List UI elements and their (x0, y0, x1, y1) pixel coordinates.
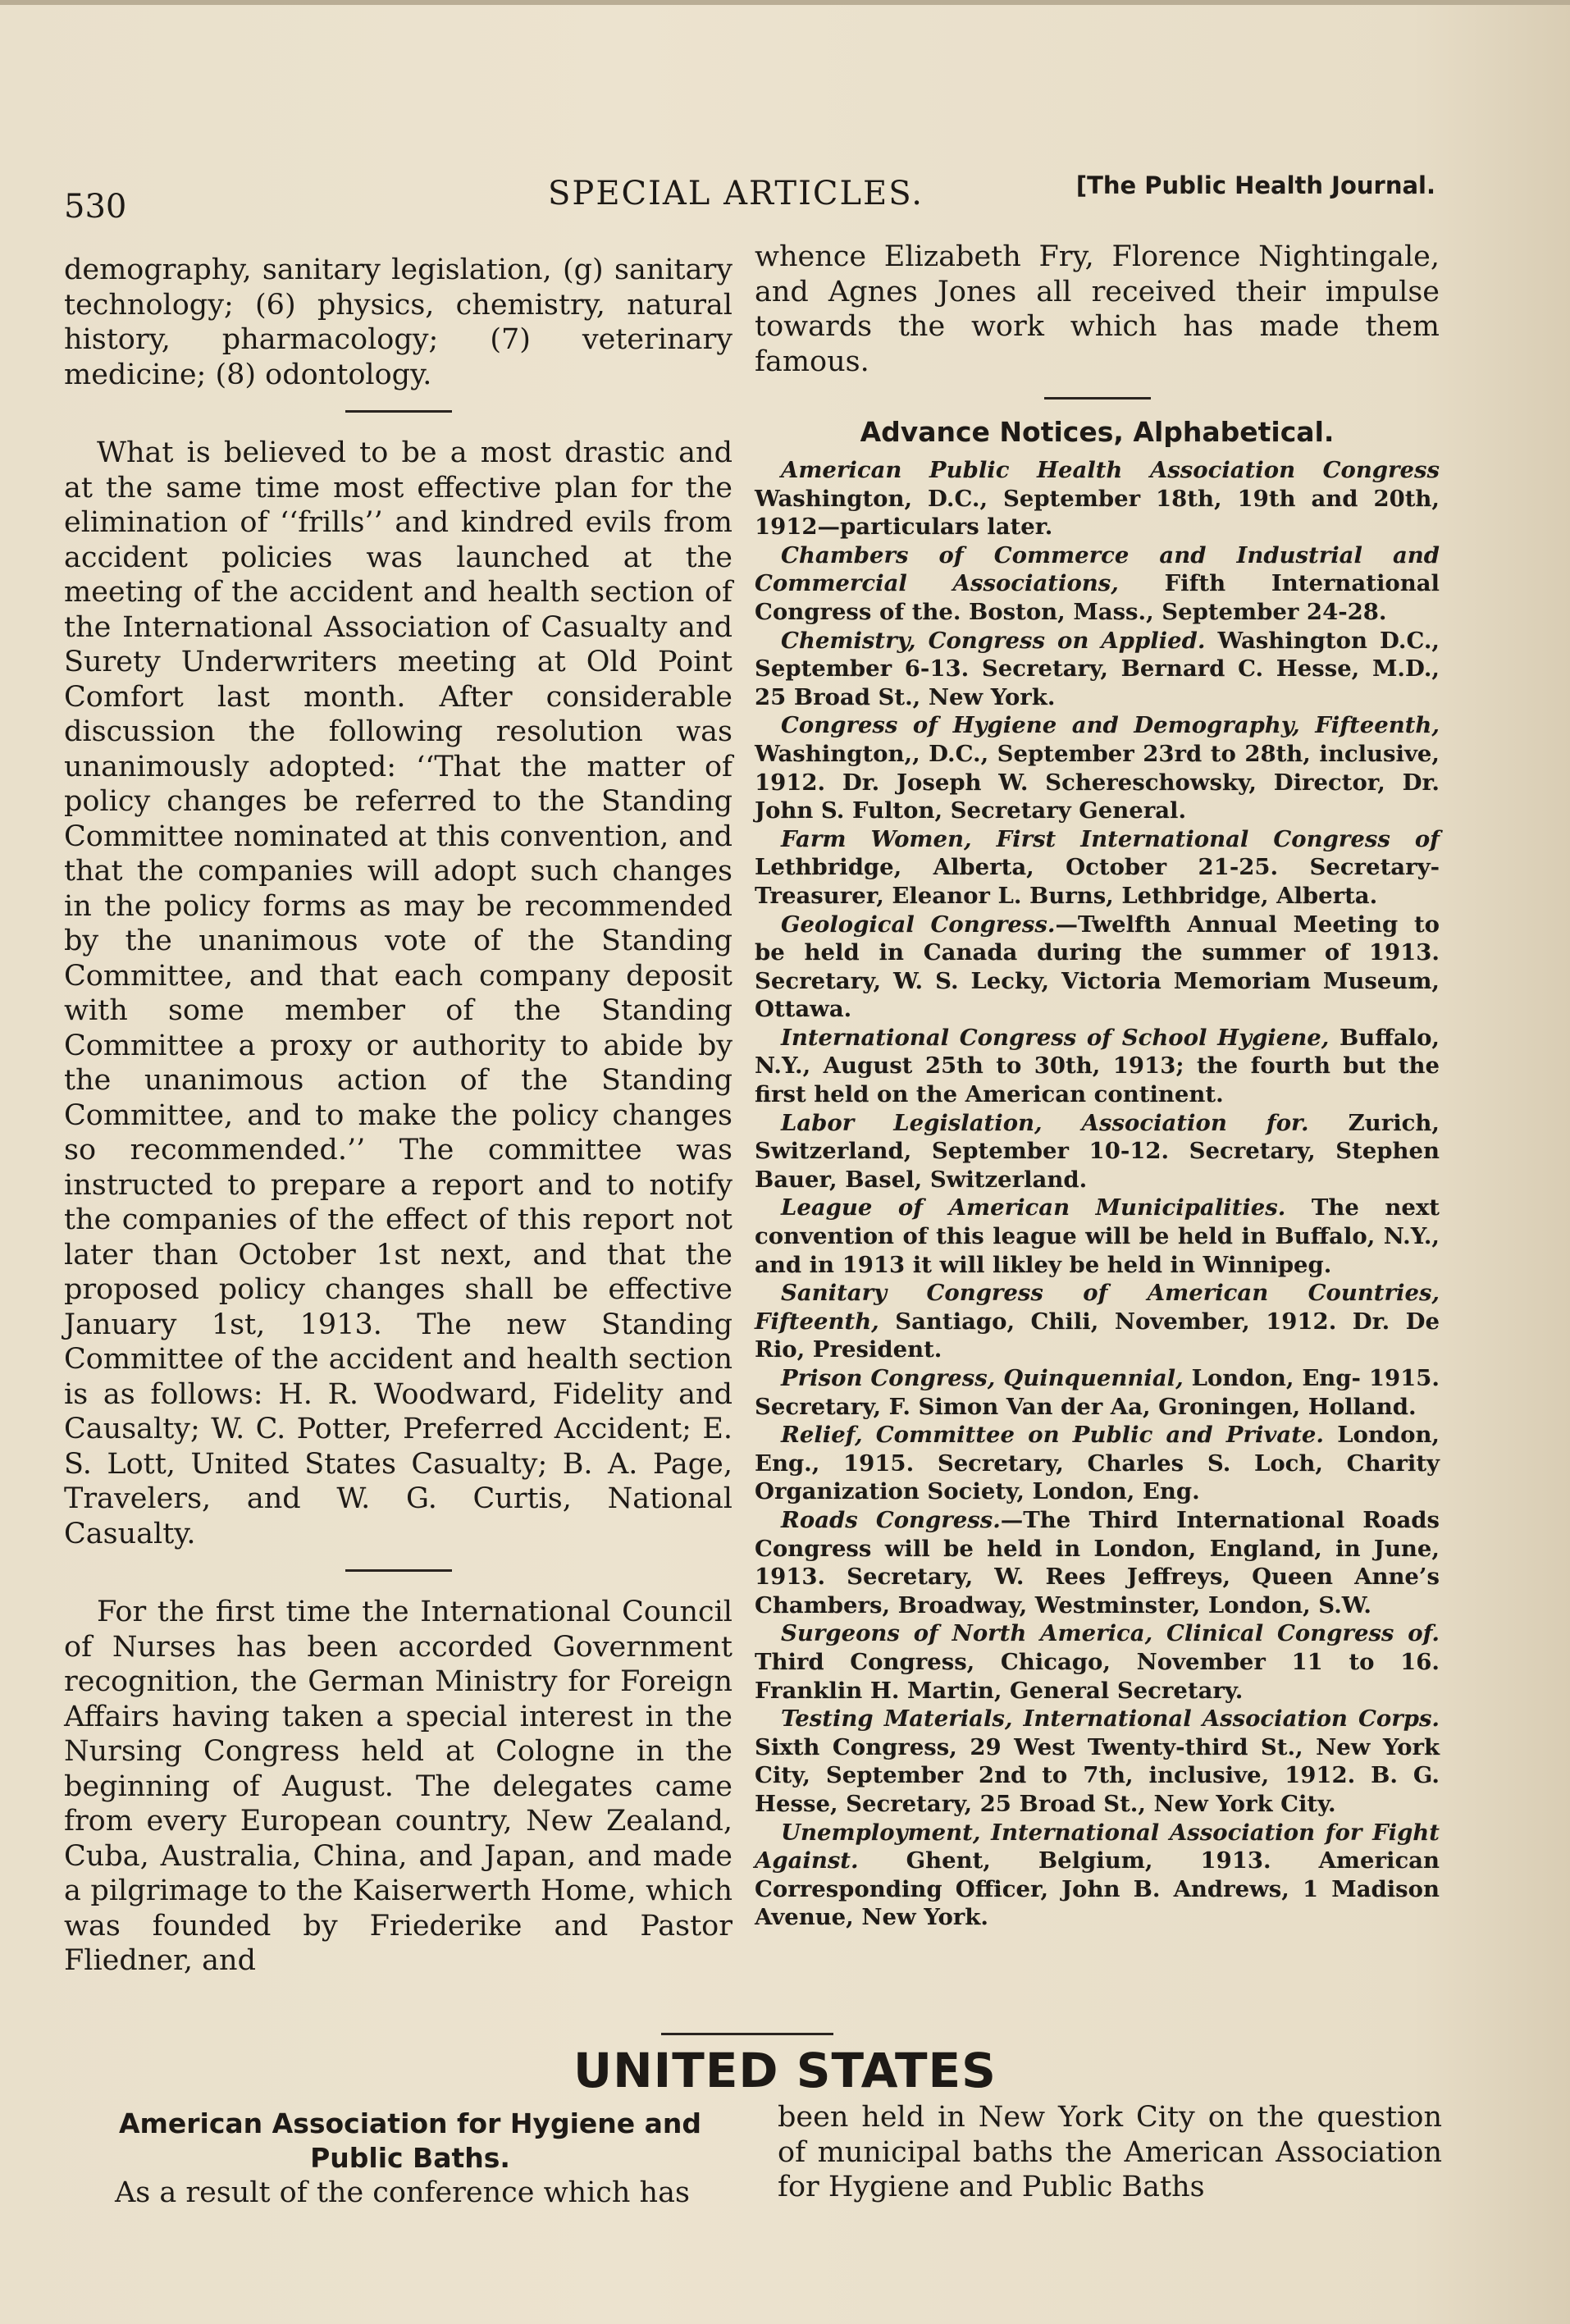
right-paragraph-1: whence Elizabeth Fry, Florence Nightingale, and Agnes Jones all received their impulse towards the work which has made them famous. (755, 240, 1440, 378)
left-paragraph-1: demography, sanitary legislation, (g) sanitary technology; (6) physics, chemistry, natural history, pharmacology; (7) veterinary medicine; (8) odontology. (64, 253, 733, 391)
page-number: 530 (64, 188, 127, 226)
notice-name: Geological Congress. (781, 911, 1056, 938)
left-paragraph-2: What is believed to be a most drastic and at the same time most effective plan for the elimination of ‘‘frills’’ and kindred evils from accident policies was launched at the meeting of the accident and health section of the International Association of Casualty and Surety Underwriters meeting at Old Point Comfort last month. After considerable discussion the following resolution was unanimously adopted: ‘‘That the matter of policy changes be referred to the Standing Committee nominated at this convention, and that the companies will adopt such changes in the policy forms as may be recommended by the unanimous vote of the Standing Committee, and that each company deposit with some member of the Standing Committee a proxy or authority to abide by the unanimous action of the Standing Committee, and to make the policy changes so recommended.’’ The committee was instructed to prepare a report and to notify the companies of the effect of this report not later than October 1st next, and that the proposed policy changes shall be effective January 1st, 1913. The new Standing Committee of the accident and health section is as follows: H. R. Woodward, Fidelity and Causalty; W. C. Potter, Preferred Accident; E. S. Lott, United States Casualty; B. A. Page, Travelers, and W. G. Curtis, National Casualty. (64, 436, 733, 1550)
notice-item (755, 1421, 1440, 1506)
section-divider (661, 2033, 833, 2035)
notice-text: Ghent, Belgium, 1913. American Corresponding Officer, John B. Andrews, 1 Madison Avenue, New York. (755, 1847, 1440, 1931)
notice-item (755, 825, 1440, 911)
journal-name: [The Public Health Journal. (1075, 171, 1435, 199)
notice-item (755, 1506, 1440, 1619)
notice-item (755, 1109, 1440, 1194)
bottom-right-column (778, 2100, 1442, 2205)
notice-item (755, 711, 1440, 824)
page-header (64, 168, 1435, 226)
running-title: SPECIAL ARTICLES. (548, 175, 924, 212)
notice-name: International Congress of School Hygiene, (781, 1024, 1330, 1051)
notice-name: Chemistry, Congress on Applied. (781, 627, 1206, 654)
notice-text: Washington D.C., September 6-13. Secretary, Bernard C. Hesse, M.D., 25 Broad St., New York. (755, 627, 1440, 710)
notice-text: Zurich, Switzerland, September 10-12. Secretary, Stephen Bauer, Basel, Switzerland. (755, 1109, 1440, 1193)
left-paragraph-3: For the first time the International Council of Nurses has been accorded Government recognition, the German Ministry for Foreign Affairs having taken a special interest in the Nursing Congress held at Cologne in the beginning of August. The delegates came from every European country, New Zealand, Cuba, Australia, China, and Japan, and made a pilgrimage to the Kaiserwerth Home, which was founded by Friederike and Pastor Fliedner, and (64, 1596, 733, 1977)
notice-name: Labor Legislation, Association for. (781, 1109, 1309, 1136)
notices-list (755, 456, 1440, 1932)
notice-item (755, 1024, 1440, 1109)
notice-text: Washington,, D.C., September 23rd to 28th, inclusive, 1912. Dr. Joseph W. Schereschowsky, Director, Dr. John S. Fulton, Secretary General. (755, 740, 1440, 824)
section-divider (345, 410, 452, 413)
left-column (64, 253, 733, 1979)
notice-item (755, 1619, 1440, 1705)
notice-name: Testing Materials, International Association Corps. (781, 1705, 1440, 1733)
section-divider (345, 1569, 452, 1572)
notice-text: —The Third International Roads Congress will be held in London, England, in June, 1913. Secretary, W. Rees Jeffreys, Queen Anne’s Chambers, Broadway, Westminster, London, S.W. (755, 1506, 1440, 1619)
notice-text: Sixth Congress, 29 West Twenty-third St., New York City, September 2nd to 7th, inclusive, 1912. B. G. Hesse, Secretary, 25 Broad St., New York City. (755, 1733, 1440, 1817)
notice-text: Lethbridge, Alberta, October 21-25. Secretary-Treasurer, Eleanor L. Burns, Lethbridge, Alberta. (755, 854, 1440, 909)
notice-name: League of American Municipalities. (781, 1194, 1286, 1221)
notice-name: Surgeons of North America, Clinical Congress of. (781, 1620, 1440, 1647)
notice-item (755, 541, 1440, 627)
page-edge (0, 0, 1570, 5)
notice-name: American Public Health Association Congress (781, 457, 1440, 483)
notice-text: Washington, D.C., September 18th, 19th and 20th, 1912—particulars later. (755, 485, 1440, 541)
notice-name: Relief, Committee on Public and Private. (781, 1422, 1324, 1449)
notice-text: —Twelfth Annual Meeting to be held in Canada during the summer of 1913. Secretary, W. S. Lecky, Victoria Memoriam Museum, Ottawa. (755, 911, 1440, 1023)
notice-name: Congress of Hygiene and Demography, Fifteenth, (781, 712, 1440, 739)
notice-item (755, 627, 1440, 712)
notice-text: Santiago, Chili, November, 1912. Dr. De Rio, President. (755, 1308, 1440, 1363)
association-heading-line-1: American Association for Hygiene and (118, 2107, 702, 2139)
notice-text: The next convention of this league will be held in Buffalo, N.Y., and in 1913 it will likley be held in Winnipeg. (755, 1194, 1440, 1278)
notice-text: London, Eng- 1915. Secretary, F. Simon Van der Aa, Groningen, Holland. (755, 1365, 1440, 1420)
notice-item (755, 456, 1440, 541)
notice-text: Fifth International Congress of the. Boston, Mass., September 24-28. (755, 570, 1440, 625)
notice-item (755, 1819, 1440, 1932)
notice-name: Farm Women, First International Congress of (781, 825, 1440, 852)
notice-item (755, 1194, 1440, 1279)
association-heading (82, 2107, 738, 2176)
association-heading-line-2: Public Baths. (310, 2142, 510, 2174)
notice-name: Unemployment, International Association for Fight Against. (755, 1819, 1440, 1874)
association-text-right: been held in New York City on the question of municipal baths the American Association for Hygiene and Public Baths (778, 2101, 1442, 2203)
right-column (755, 240, 1440, 1932)
section-divider (1044, 397, 1151, 400)
notice-name: Roads Congress. (781, 1506, 1001, 1533)
notice-text: Third Congress, Chicago, November 11 to 16. Franklin H. Martin, General Secretary. (755, 1648, 1440, 1704)
notice-item (755, 1279, 1440, 1364)
notice-name: Chambers of Commerce and Industrial and Commercial Associations, (755, 541, 1440, 597)
notice-item (755, 911, 1440, 1024)
notices-heading: Advance Notices, Alphabetical. (860, 416, 1335, 448)
notice-item (755, 1705, 1440, 1818)
notice-name: Prison Congress, Quinquennial, (781, 1365, 1184, 1391)
association-text-left: As a result of the conference which has (115, 2176, 690, 2209)
notice-text: Buffalo, N.Y., August 25th to 30th, 1913; the fourth but the first held on the American continent. (755, 1024, 1440, 1108)
bottom-left-column (82, 2107, 738, 2211)
notice-item (755, 1364, 1440, 1421)
notice-name: Sanitary Congress of American Countries, Fifteenth, (755, 1280, 1440, 1335)
notice-text: London, Eng., 1915. Secretary, Charles S. Loch, Charity Organization Society, London, Eng. (755, 1422, 1440, 1505)
united-states-heading: UNITED STATES (573, 2043, 997, 2098)
